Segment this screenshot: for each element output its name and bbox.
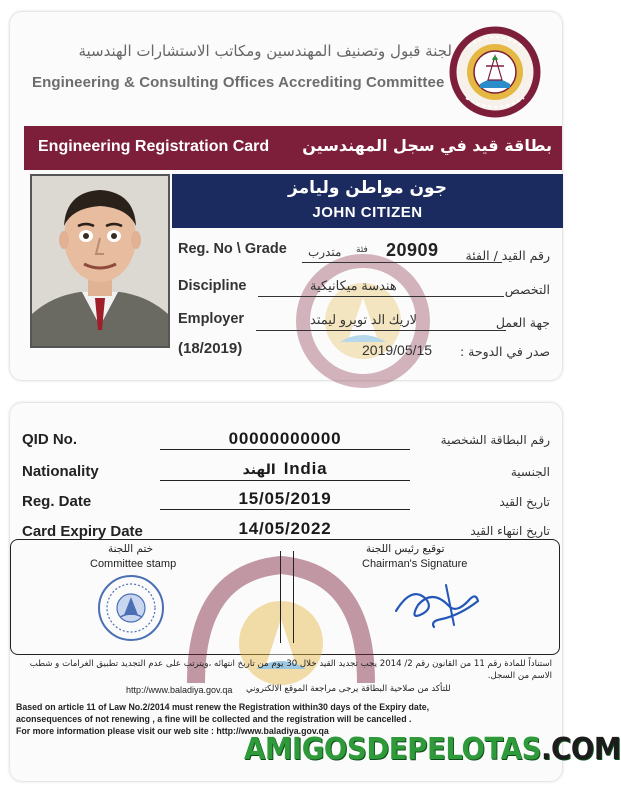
registration-card-front — [10, 12, 562, 380]
discipline-label-arabic: التخصص — [504, 282, 550, 297]
reg-date-underline — [160, 509, 410, 510]
renewal-note-arabic: استناداً للمادة رقم 11 من القانون رقم 2/ 2014 يجب تجديد القيد خلال 30 يوم من تاريخ انتهائه ،ويترتب على عدم التجديد تطبيق الغرامات و شطب الاسم من السجل. — [29, 659, 552, 681]
employer-underline — [256, 330, 506, 331]
grade-prefix: فئة — [356, 244, 368, 254]
expiry-value: 14/05/2022 — [238, 519, 332, 538]
site-watermark-name: AMIGOSDEPELOTAS — [244, 732, 542, 767]
qid-value: 00000000000 — [228, 429, 342, 448]
qid-label-arabic: رقم البطاقة الشخصية — [440, 433, 550, 447]
expiry-label: Card Expiry Date — [22, 523, 143, 540]
chairman-signature-label-arabic: توقيع رئيس اللجنة — [366, 543, 445, 555]
chairman-signature-label: Chairman's Signature — [362, 558, 468, 570]
reg-date-label-arabic: تاريخ القيد — [499, 495, 550, 509]
reg-no-grade-label: Reg. No \ Grade — [178, 241, 287, 257]
site-watermark — [244, 732, 621, 767]
committee-stamp-label: Committee stamp — [90, 558, 177, 570]
card-title-english: Engineering Registration Card — [38, 138, 270, 155]
registration-card-back — [10, 403, 562, 781]
reg-no-grade-label-arabic: رقم القيد / الفئة — [465, 248, 550, 263]
holder-portrait-icon — [32, 176, 168, 346]
card-title-band — [24, 126, 562, 170]
ministry-emblem-icon — [450, 26, 540, 118]
holder-name-band — [172, 174, 563, 228]
chairman-signature-icon — [390, 575, 482, 631]
renewal-note-line-3: For more information please visit our web site : http://www.baladiya.gov.qa — [16, 726, 329, 736]
issue-label-arabic: صدر في الدوحة : — [459, 344, 550, 359]
nationality-label-arabic: الجنسية — [510, 465, 550, 479]
issue-date: 2019/05/15 — [362, 342, 433, 358]
nationality-value — [160, 459, 410, 479]
discipline-underline — [258, 296, 504, 297]
employer-label: Employer — [178, 311, 245, 327]
reg-no-value: 20909 — [386, 240, 439, 260]
committee-name-arabic: لجنة قبول وتصنيف المهندسين ومكاتب الاستشارات الهندسية — [78, 42, 452, 60]
reg-date-label: Reg. Date — [22, 493, 92, 510]
holder-name-arabic: جون مواطن وليامز — [288, 178, 447, 198]
site-watermark-suffix: .COM — [541, 732, 621, 767]
issue-number: (18/2019) — [178, 340, 243, 357]
holder-photo — [30, 174, 170, 348]
discipline-value: هندسة ميكانيكية — [310, 278, 397, 293]
qid-underline — [160, 449, 410, 450]
renewal-note-line-2: aconsequences of not renewing , a fine will be collected and the registration will be cancelled . — [16, 714, 412, 724]
nationality-value-arabic: الهند — [242, 462, 276, 478]
committee-seal-icon — [96, 573, 166, 643]
nationality-label: Nationality — [22, 463, 99, 480]
committee-stamp-label-arabic: ختم اللجنة — [108, 543, 154, 555]
committee-name-english: Engineering & Consulting Offices Accrediting Committee — [32, 74, 445, 91]
reg-date-value: 15/05/2019 — [238, 489, 332, 508]
qid-label: QID No. — [22, 431, 77, 448]
card-title-arabic: بطاقة قيد في سجل المهندسين — [302, 136, 552, 155]
signature-divider — [280, 551, 294, 643]
expiry-label-arabic: تاريخ انتهاء القيد — [470, 524, 550, 538]
nationality-value-english: India — [283, 459, 328, 478]
website-note-arabic: للتأكد من صلاحية البطاقة يرجى مراجعة الموقع الالكتروني — [246, 684, 451, 694]
holder-name-english: JOHN CITIZEN — [312, 204, 423, 221]
employer-label-arabic: جهة العمل — [495, 315, 550, 330]
renewal-note-line-1: Based on article 11 of Law No.2/2014 must renew the Registration within30 days of the Expiry date, — [16, 702, 430, 712]
website-url[interactable]: http://www.baladiya.gov.qa — [126, 685, 233, 695]
grade-value: متدرب — [308, 245, 342, 259]
discipline-label: Discipline — [178, 278, 247, 294]
nationality-underline — [160, 480, 410, 481]
employer-value: لاريك الد تويرو ليمتد — [310, 312, 418, 327]
